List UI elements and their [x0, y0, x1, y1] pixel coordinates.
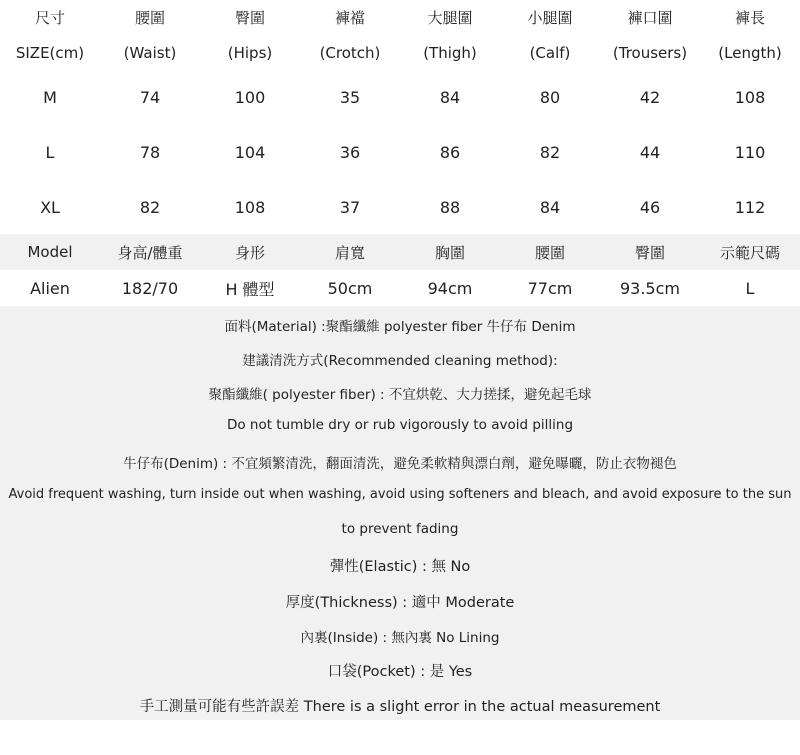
table-cell: 42 — [639, 88, 661, 107]
table-cell: 37 — [339, 197, 361, 217]
model-value-cell: 182/70 — [121, 278, 179, 298]
size-row-l — [0, 125, 800, 180]
table-cell: 104 — [234, 143, 266, 162]
elastic-note: 彈性(Elastic) : 無 No — [329, 559, 471, 575]
header-calf-zh: 小腿圍 — [527, 9, 573, 27]
header-thigh-en: (Thigh) — [423, 43, 477, 62]
header-size-zh: 尺寸 — [34, 9, 65, 27]
model-value-row — [0, 270, 800, 306]
model-header-cell: 示範尺碼 — [719, 243, 780, 262]
model-value-cell: 77cm — [527, 278, 573, 298]
table-cell: 74 — [139, 88, 161, 107]
size-header-en-row — [0, 35, 800, 70]
size-header-zh-row — [0, 0, 800, 35]
size-row-m — [0, 70, 800, 125]
model-value-cell: Alien — [30, 278, 70, 298]
denim-care-en-line2: to prevent fading — [341, 521, 459, 537]
header-crotch-zh: 褲襠 — [334, 9, 365, 27]
table-cell: 100 — [234, 88, 266, 107]
table-cell: 46 — [639, 197, 661, 217]
model-header-cell: 身高/體重 — [117, 243, 183, 262]
inside-note: 內裏(Inside) : 無內裏 No Lining — [300, 630, 500, 646]
size-row-xl — [0, 180, 800, 234]
header-length-en: (Length) — [718, 43, 782, 62]
table-cell: 78 — [139, 143, 161, 162]
header-trousers-zh: 褲口圍 — [627, 9, 673, 27]
table-cell: L — [45, 143, 55, 162]
care-notes — [0, 306, 800, 720]
header-hips-zh: 臀圍 — [234, 9, 265, 27]
table-cell: 80 — [539, 88, 561, 107]
measurement-error-note: 手工測量可能有些許誤差 There is a slight error in the actual measurement — [139, 699, 661, 715]
table-cell: 108 — [734, 88, 766, 107]
header-crotch-en: (Crotch) — [319, 43, 381, 62]
table-cell: 36 — [339, 143, 361, 162]
table-cell: 110 — [734, 143, 766, 162]
polyester-care-en: Do not tumble dry or rub vigorously to avoid pilling — [226, 417, 574, 433]
material-note: 面料(Material) :聚酯纖維 polyester fiber 牛仔布 Denim — [224, 319, 576, 335]
table-cell: 44 — [639, 143, 661, 162]
model-value-cell: 50cm — [327, 278, 373, 298]
header-thigh-zh: 大腿圍 — [427, 9, 473, 27]
model-header-cell: 臀圍 — [634, 243, 665, 262]
header-length-zh: 褲長 — [734, 9, 765, 27]
model-value-cell: 93.5cm — [619, 278, 680, 298]
model-value-cell: H 體型 — [225, 279, 275, 299]
model-header-row — [0, 234, 800, 270]
header-size-en: SIZE(cm) — [15, 43, 85, 62]
model-value-cell: 94cm — [427, 278, 473, 298]
header-waist-zh: 腰圍 — [134, 9, 165, 27]
header-calf-en: (Calf) — [529, 43, 571, 62]
cleaning-title: 建議清洗方式(Recommended cleaning method): — [242, 353, 558, 369]
table-cell: 84 — [439, 88, 461, 107]
model-header-cell: 身形 — [234, 243, 265, 262]
table-cell: M — [43, 88, 57, 107]
table-cell: 112 — [734, 197, 766, 217]
table-cell: 88 — [439, 197, 461, 217]
table-cell: 82 — [139, 197, 161, 217]
table-cell: 86 — [439, 143, 461, 162]
model-header-cell: Model — [27, 243, 73, 261]
table-cell: 108 — [234, 197, 266, 217]
header-hips-en: (Hips) — [227, 43, 273, 62]
model-header-cell: 肩寬 — [334, 243, 365, 262]
polyester-care-zh: 聚酯纖維( polyester fiber) : 不宜烘乾、大力搓揉，避免起毛球 — [208, 387, 592, 403]
pocket-note: 口袋(Pocket) : 是 Yes — [327, 664, 473, 680]
thickness-note: 厚度(Thickness) : 適中 Moderate — [285, 595, 515, 611]
table-cell: 84 — [539, 197, 561, 217]
denim-care-en-line1: Avoid frequent washing, turn inside out when washing, avoid using softeners and bleach, and avoid exposure to the sun — [8, 487, 792, 502]
table-cell: 35 — [339, 88, 361, 107]
header-trousers-en: (Trousers) — [612, 43, 688, 62]
table-cell: 82 — [539, 143, 561, 162]
model-header-cell: 胸圍 — [434, 243, 465, 262]
model-header-cell: 腰圍 — [534, 243, 565, 262]
table-cell: XL — [40, 197, 60, 217]
header-waist-en: (Waist) — [123, 43, 177, 62]
denim-care-zh: 牛仔布(Denim) : 不宜頻繁清洗，翻面清洗，避免柔軟精與漂白劑，避免曝曬，防止衣物褪色 — [123, 456, 677, 472]
model-value-cell: L — [745, 278, 755, 298]
